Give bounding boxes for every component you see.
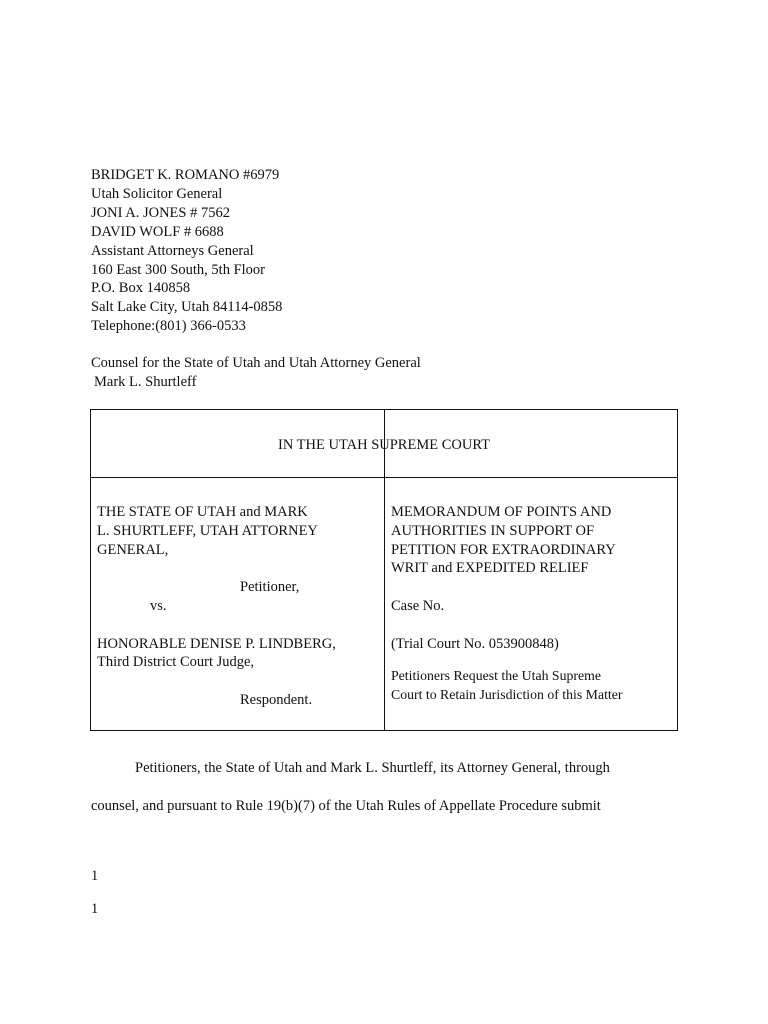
counsel-line: Assistant Attorneys General <box>91 242 254 259</box>
counsel-line: P.O. Box 140858 <box>91 280 191 297</box>
page-number: 1 <box>91 901 99 917</box>
counsel-for-line: Mark L. Shurtleff <box>94 374 197 390</box>
document-title-cell <box>391 503 676 705</box>
counsel-line: JONI A. JONES # 7562 <box>91 204 230 221</box>
petitioner-label: Petitioner, <box>240 579 300 596</box>
counsel-block <box>91 166 282 336</box>
counsel-line: DAVID WOLF # 6688 <box>91 223 224 240</box>
case-number: Case No. <box>391 597 445 614</box>
case-caption-table <box>90 409 678 731</box>
respondent-name-line: HONORABLE DENISE P. LINDBERG, <box>97 635 336 652</box>
counsel-line: 160 East 300 South, 5th Floor <box>91 261 266 278</box>
counsel-for-block <box>91 354 421 392</box>
counsel-line: Telephone:(801) 366-0533 <box>91 318 246 335</box>
petitioner-name-line: THE STATE OF UTAH and MARK <box>97 504 308 520</box>
versus-label: vs. <box>150 597 167 614</box>
caption-horizontal-divider <box>91 477 677 478</box>
petitioner-name-line: GENERAL, <box>97 541 169 558</box>
counsel-for-line: Counsel for the State of Utah and Utah Attorney General <box>91 355 421 371</box>
caption-vertical-divider <box>384 410 385 730</box>
document-title-line: PETITION FOR EXTRAORDINARY <box>391 541 616 558</box>
counsel-line: BRIDGET K. ROMANO #6979 <box>91 167 280 183</box>
parties-cell <box>97 503 382 710</box>
body-line: counsel, and pursuant to Rule 19(b)(7) of the Utah Rules of Appellate Procedure submit <box>91 798 601 814</box>
respondent-name-line: Third District Court Judge, <box>97 654 255 671</box>
petitioner-name-line: L. SHURTLEFF, UTAH ATTORNEY <box>97 522 318 539</box>
body-line: Petitioners, the State of Utah and Mark L. Shurtleff, its Attorney General, through <box>135 760 610 776</box>
jurisdiction-request-line: Court to Retain Jurisdiction of this Matter <box>391 687 623 703</box>
counsel-line: Salt Lake City, Utah 84114-0858 <box>91 299 283 316</box>
document-title-line: WRIT and EXPEDITED RELIEF <box>391 560 589 577</box>
document-title-line: MEMORANDUM OF POINTS AND <box>391 504 612 520</box>
respondent-label: Respondent. <box>240 691 313 708</box>
page-number: 1 <box>91 868 99 884</box>
court-title: IN THE UTAH SUPREME COURT <box>278 437 490 453</box>
trial-court-number: (Trial Court No. 053900848) <box>391 635 559 652</box>
document-title-line: AUTHORITIES IN SUPPORT OF <box>391 522 595 539</box>
body-paragraph <box>91 749 681 825</box>
jurisdiction-request-line: Petitioners Request the Utah Supreme <box>391 668 601 684</box>
counsel-line: Utah Solicitor General <box>91 185 223 202</box>
